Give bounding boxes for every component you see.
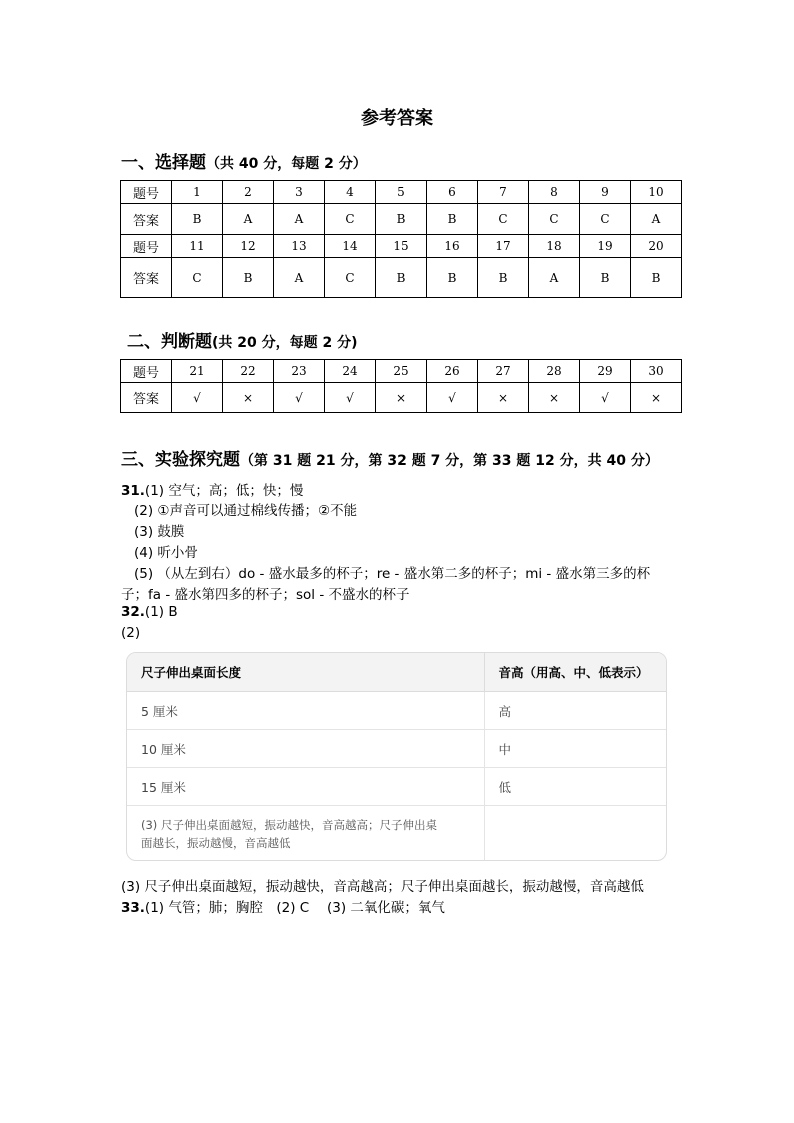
question-number: 9: [580, 181, 631, 204]
question-number: 2: [223, 181, 274, 204]
q32-part-1: (1) B: [144, 604, 178, 620]
length-cell: 15 厘米: [127, 768, 484, 806]
question-number: 11: [172, 235, 223, 258]
q32-number: 32.: [121, 604, 145, 620]
answer-cell: A: [631, 204, 682, 235]
section-1-heading: [121, 148, 367, 173]
answer-cell: √: [325, 383, 376, 413]
table-row: [121, 258, 682, 298]
q32-part-3: (3) 尺子伸出桌面越短，振动越快，音高越高；尺子伸出桌面越长，振动越慢，音高越低: [121, 879, 644, 895]
pitch-cell: 低: [484, 768, 666, 806]
question-number: 5: [376, 181, 427, 204]
conclusion-line-2: 面越长，振动越慢，音高越低: [141, 835, 291, 850]
question-number: 14: [325, 235, 376, 258]
section-2-heading: [127, 327, 358, 352]
q31-number: 31.: [121, 483, 145, 499]
table-row: [121, 383, 682, 413]
row-label: 答案: [121, 383, 172, 413]
page-title: 参考答案: [361, 108, 433, 129]
answer-cell: B: [223, 258, 274, 298]
conclusion-line-1: (3) 尺子伸出桌面越短，振动越快，音高越高；尺子伸出桌: [141, 817, 437, 832]
column-header-pitch: 音高（用高、中、低表示）: [484, 653, 666, 692]
question-number: 25: [376, 360, 427, 383]
table-row: [121, 235, 682, 258]
question-number: 15: [376, 235, 427, 258]
q32-line-1: [121, 604, 178, 620]
answer-cell: B: [478, 258, 529, 298]
table-row: [121, 204, 682, 235]
table-row: [121, 181, 682, 204]
pitch-cell: 高: [484, 692, 666, 730]
question-number: 17: [478, 235, 529, 258]
length-cell: 10 厘米: [127, 730, 484, 768]
q31-line-1: [121, 479, 303, 499]
q31-part-5-line-2: 子；fa - 盛水第四多的杯子；sol - 不盛水的杯子: [121, 587, 410, 603]
row-label: 题号: [121, 181, 172, 204]
answer-cell: √: [580, 383, 631, 413]
question-number: 12: [223, 235, 274, 258]
answer-cell: ×: [478, 383, 529, 413]
q32-part-2-label: (2): [121, 625, 141, 641]
question-number: 26: [427, 360, 478, 383]
answer-cell: A: [274, 258, 325, 298]
question-number: 19: [580, 235, 631, 258]
q31-part-1: (1) 空气；高；低；快；慢: [144, 483, 304, 499]
row-label: 答案: [121, 204, 172, 235]
pitch-cell: 中: [484, 730, 666, 768]
question-number: 1: [172, 181, 223, 204]
column-header-length: 尺子伸出桌面长度: [127, 653, 484, 692]
question-number: 23: [274, 360, 325, 383]
question-number: 10: [631, 181, 682, 204]
length-cell: 5 厘米: [127, 692, 484, 730]
q31-part-4: (4) 听小骨: [134, 545, 198, 561]
empty-cell: [484, 806, 666, 862]
row-label: 题号: [121, 235, 172, 258]
answer-cell: B: [427, 204, 478, 235]
answer-cell: C: [580, 204, 631, 235]
answer-cell: B: [172, 204, 223, 235]
table-row: [121, 360, 682, 383]
answer-cell: C: [478, 204, 529, 235]
section-3-subtitle: （第 31 题 21 分，第 32 题 7 分，第 33 题 12 分，共 40 分）: [240, 453, 659, 469]
row-label: 答案: [121, 258, 172, 298]
section-3-heading: [121, 445, 659, 470]
table-row: [127, 806, 666, 862]
answer-cell: ×: [223, 383, 274, 413]
q31-part-3: (3) 鼓膜: [134, 524, 185, 540]
section-2-subtitle: (共 20 分，每题 2 分): [212, 335, 358, 351]
answer-cell: B: [580, 258, 631, 298]
answer-cell: B: [427, 258, 478, 298]
question-number: 22: [223, 360, 274, 383]
row-label: 题号: [121, 360, 172, 383]
answer-cell: A: [529, 258, 580, 298]
pitch-table: [127, 653, 666, 861]
section-3-title: 三、实验探究题: [121, 450, 240, 470]
answer-cell: C: [529, 204, 580, 235]
question-number: 4: [325, 181, 376, 204]
question-number: 18: [529, 235, 580, 258]
question-number: 24: [325, 360, 376, 383]
question-number: 27: [478, 360, 529, 383]
q31-part-5-line-1: (5) （从左到右）do - 盛水最多的杯子；re - 盛水第二多的杯子；mi - 盛水第三多的杯: [134, 566, 651, 582]
question-number: 16: [427, 235, 478, 258]
answer-cell: √: [274, 383, 325, 413]
judgement-answer-table: [120, 359, 682, 413]
answer-cell: C: [325, 258, 376, 298]
choice-answer-table: [120, 180, 682, 298]
question-number: 30: [631, 360, 682, 383]
table-row: [127, 730, 666, 768]
table-header-row: [127, 653, 666, 692]
question-number: 20: [631, 235, 682, 258]
section-2-title: 二、判断题: [127, 332, 212, 352]
answer-cell: A: [274, 204, 325, 235]
question-number: 8: [529, 181, 580, 204]
question-number: 21: [172, 360, 223, 383]
section-1-subtitle: （共 40 分，每题 2 分）: [206, 156, 367, 172]
q33-line: [121, 896, 445, 916]
answer-cell: B: [376, 204, 427, 235]
answer-cell: A: [223, 204, 274, 235]
answer-cell: ×: [631, 383, 682, 413]
answer-cell: B: [376, 258, 427, 298]
answer-cell: ×: [376, 383, 427, 413]
question-number: 28: [529, 360, 580, 383]
question-number: 3: [274, 181, 325, 204]
pitch-table-card: [126, 652, 667, 861]
table-row: [127, 692, 666, 730]
answer-cell: √: [427, 383, 478, 413]
question-number: 13: [274, 235, 325, 258]
answer-cell: B: [631, 258, 682, 298]
answer-cell: √: [172, 383, 223, 413]
answer-cell: C: [325, 204, 376, 235]
question-number: 29: [580, 360, 631, 383]
section-1-title: 一、选择题: [121, 153, 206, 173]
question-number: 7: [478, 181, 529, 204]
answer-cell: ×: [529, 383, 580, 413]
conclusion-cell: [127, 806, 484, 862]
q31-part-2: (2) ①声音可以通过棉线传播；②不能: [134, 503, 358, 519]
question-number: 6: [427, 181, 478, 204]
table-row: [127, 768, 666, 806]
answer-cell: C: [172, 258, 223, 298]
q33-answers: (1) 气管；肺；胸腔 (2) C (3) 二氧化碳；氧气: [144, 900, 445, 916]
q33-number: 33.: [121, 900, 145, 916]
